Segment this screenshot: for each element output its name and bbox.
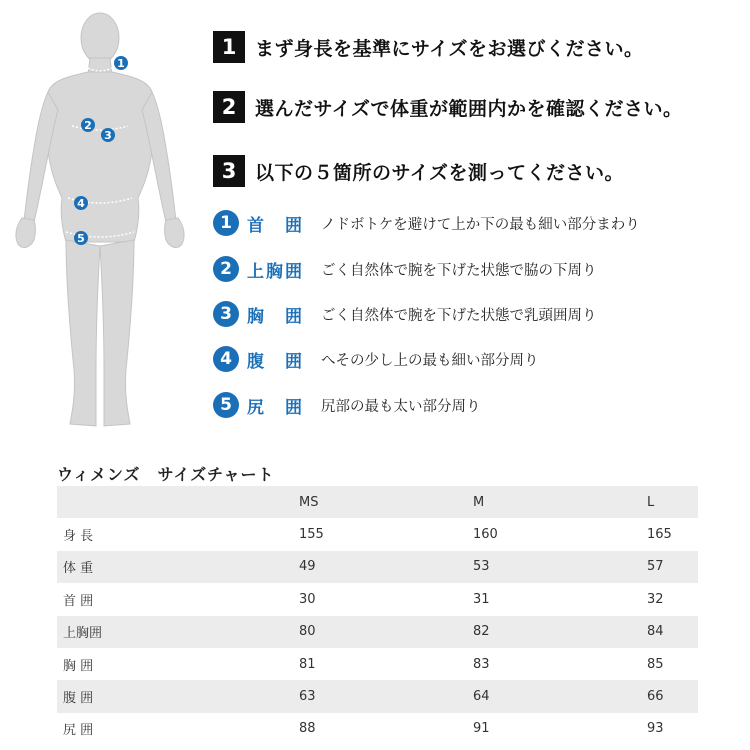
table-row (57, 583, 698, 615)
table-cell: 84 (647, 616, 698, 648)
step-number-box: 2 (213, 91, 245, 123)
measurement-name: 胸 囲 (247, 306, 304, 327)
table-row (57, 616, 698, 648)
table-cell: 82 (473, 616, 647, 648)
size-chart-title: ウィメンズ サイズチャート (57, 465, 275, 484)
measurement-item (213, 299, 597, 329)
figure-marker-1 (114, 56, 128, 70)
measurement-name: 腹 囲 (247, 351, 304, 372)
table-cell: 91 (473, 713, 647, 745)
measurement-item (213, 208, 640, 238)
table-cell: 30 (299, 583, 473, 615)
row-label: 上胸囲 (57, 616, 299, 648)
table-cell: 85 (647, 648, 698, 680)
table-row (57, 518, 698, 550)
table-row (57, 713, 698, 745)
row-label: 胸 囲 (57, 648, 299, 680)
step-1 (213, 30, 643, 64)
table-cell: 64 (473, 680, 647, 712)
row-label: 首 囲 (57, 583, 299, 615)
table-cell: 93 (647, 713, 698, 745)
svg-text:2: 2 (84, 119, 92, 132)
measurement-description: ごく自然体で腕を下げた状態で脇の下周り (321, 262, 597, 279)
figure-marker-2 (81, 118, 95, 132)
measurement-number-badge: 4 (213, 346, 239, 372)
header-cell: L (647, 486, 698, 518)
table-row (57, 551, 698, 583)
measurement-number-badge: 1 (213, 210, 239, 236)
table-cell: 165 (647, 518, 698, 550)
step-number-box: 3 (213, 155, 245, 187)
measurement-name: 尻 囲 (247, 397, 304, 418)
header-cell: MS (299, 486, 473, 518)
figure-marker-3 (101, 128, 115, 142)
svg-text:3: 3 (104, 129, 112, 142)
step-text: 以下の５箇所のサイズを測ってください。 (255, 161, 624, 184)
figure-marker-5 (74, 231, 88, 245)
table-cell: 66 (647, 680, 698, 712)
table-row (57, 648, 698, 680)
body-figure-illustration (0, 0, 200, 445)
table-cell: 80 (299, 616, 473, 648)
table-cell: 32 (647, 583, 698, 615)
step-text: 選んだサイズで体重が範囲内かを確認ください。 (255, 97, 683, 120)
header-cell: M (473, 486, 647, 518)
measurement-name: 首 囲 (247, 215, 304, 236)
step-3 (213, 154, 624, 188)
measurement-name: 上胸囲 (247, 261, 304, 282)
measurement-number-badge: 3 (213, 301, 239, 327)
measurement-description: 尻部の最も太い部分周り (321, 398, 481, 415)
row-label: 身 長 (57, 518, 299, 550)
svg-text:4: 4 (77, 197, 85, 210)
step-number-box: 1 (213, 31, 245, 63)
measurement-number-badge: 2 (213, 256, 239, 282)
table-cell: 160 (473, 518, 647, 550)
size-chart-table (57, 486, 698, 745)
table-cell: 88 (299, 713, 473, 745)
header-cell (57, 486, 299, 518)
table-cell: 31 (473, 583, 647, 615)
row-label: 腹 囲 (57, 680, 299, 712)
table-header-row (57, 486, 698, 518)
table-cell: 53 (473, 551, 647, 583)
measurement-item (213, 254, 597, 284)
measurement-number-badge: 5 (213, 392, 239, 418)
row-label: 尻 囲 (57, 713, 299, 745)
figure-marker-4 (74, 196, 88, 210)
table-cell: 57 (647, 551, 698, 583)
measurement-description: ごく自然体で腕を下げた状態で乳頭囲周り (321, 307, 597, 324)
measurement-description: へその少し上の最も細い部分周り (321, 352, 539, 369)
measurement-description: ノドボトケを避けて上か下の最も細い部分まわり (321, 216, 640, 233)
step-2 (213, 90, 682, 124)
measurement-item (213, 390, 481, 420)
svg-text:1: 1 (117, 57, 125, 70)
table-cell: 83 (473, 648, 647, 680)
table-cell: 81 (299, 648, 473, 680)
svg-text:5: 5 (77, 232, 85, 245)
table-cell: 63 (299, 680, 473, 712)
step-text: まず身長を基準にサイズをお選びください。 (255, 37, 644, 60)
table-cell: 49 (299, 551, 473, 583)
table-cell: 155 (299, 518, 473, 550)
measurement-item (213, 344, 539, 374)
table-row (57, 680, 698, 712)
row-label: 体 重 (57, 551, 299, 583)
